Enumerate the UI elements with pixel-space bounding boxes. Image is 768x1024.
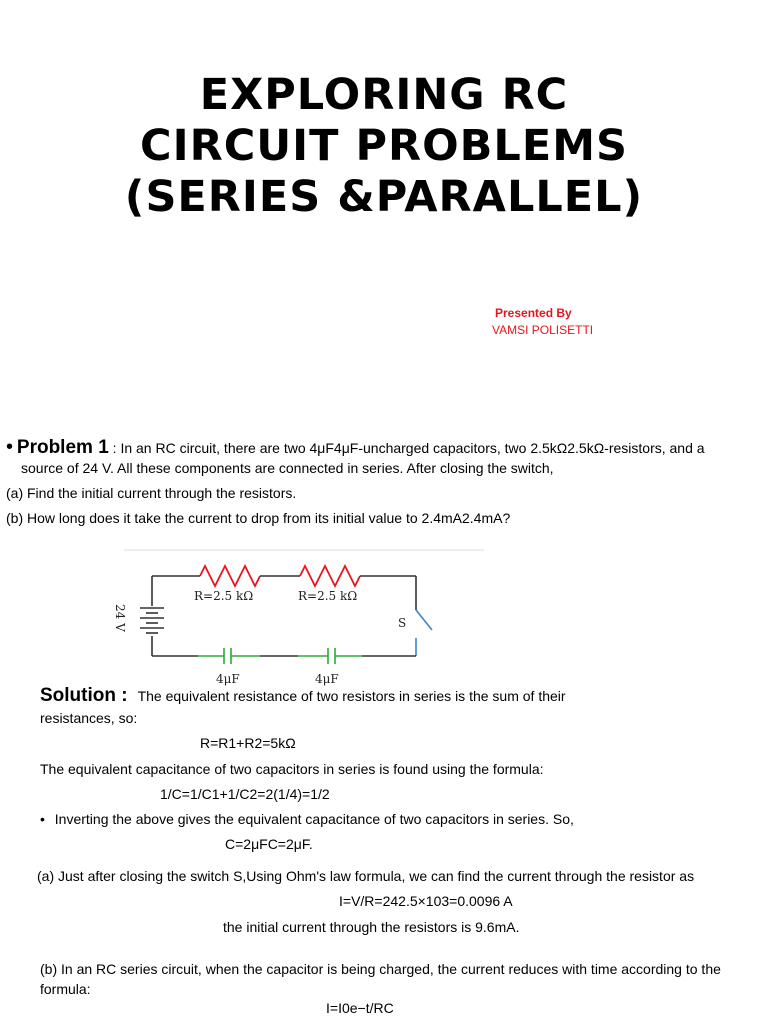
part-a-solution: (a) Just after closing the switch S,Using Ohm's law formula, we can find the current through the resistor as bbox=[37, 868, 695, 884]
resistor-1-label: R=2.5 kΩ bbox=[194, 589, 254, 603]
battery-label: 24 V bbox=[113, 604, 127, 632]
capacitance-intro: The equivalent capacitance of two capacitors in series is found using the formula: bbox=[40, 761, 544, 777]
presented-by-label: Presented By bbox=[495, 306, 572, 320]
initial-current-text: the initial current through the resistors is 9.6mA. bbox=[223, 919, 520, 935]
solution-heading: Solution : bbox=[40, 685, 128, 706]
invert-line bbox=[40, 811, 574, 827]
part-b-solution-line-1: (b) In an RC series circuit, when the capacitor is being charged, the current reduces with time according to the bbox=[40, 961, 721, 977]
title-line-3: (SERIES &PARALLEL) bbox=[124, 172, 644, 222]
part-b-solution-line-2: formula: bbox=[40, 981, 91, 997]
resistor-2 bbox=[300, 566, 360, 586]
resistor-1 bbox=[200, 566, 260, 586]
invert-text: Inverting the above gives the equivalent capacitance of two capacitors in series. So, bbox=[54, 811, 574, 827]
equation-capacitance-result: C=2μFC=2μF. bbox=[225, 836, 313, 852]
equation-capacitance: 1/C=1/C1+1/C2=2(1/4)=1/2 bbox=[160, 786, 330, 802]
problem-text-line-2: source of 24 V. All these components are connected in series. After closing the switch, bbox=[21, 460, 554, 476]
title-line-1: EXPLORING RC bbox=[199, 70, 569, 120]
problem-text-line-1: : In an RC circuit, there are two 4μF4μF-uncharged capacitors, two 2.5kΩ2.5kΩ-resistors, and a bbox=[108, 440, 705, 456]
capacitor-2 bbox=[328, 648, 335, 664]
equation-current-decay: I=I0e−t/RC bbox=[326, 1000, 394, 1016]
battery bbox=[140, 608, 164, 633]
equation-resistance: R=R1+R2=5kΩ bbox=[200, 735, 296, 751]
problem-part-a: (a) Find the initial current through the resistors. bbox=[6, 485, 297, 501]
solution-intro-line-1: The equivalent resistance of two resistors in series is the sum of their bbox=[137, 688, 566, 704]
solution-intro-line-2: resistances, so: bbox=[40, 710, 138, 726]
bullet: • bbox=[40, 811, 45, 827]
switch-label: S bbox=[398, 616, 407, 630]
capacitor-2-label: 4μF bbox=[315, 672, 339, 686]
capacitor-1 bbox=[224, 648, 231, 664]
equation-current: I=V/R=242.5×103=0.0096 A bbox=[339, 893, 513, 909]
switch bbox=[416, 610, 432, 630]
problem-part-b: (b) How long does it take the current to drop from its initial value to 2.4mA2.4mA? bbox=[6, 510, 511, 526]
resistor-2-label: R=2.5 kΩ bbox=[298, 589, 358, 603]
bullet: • bbox=[6, 436, 14, 458]
capacitor-1-label: 4μF bbox=[216, 672, 240, 686]
slide-title bbox=[0, 70, 768, 223]
rc-circuit-diagram bbox=[100, 548, 490, 688]
title-line-2: CIRCUIT PROBLEMS bbox=[140, 121, 628, 171]
solution-heading-line bbox=[40, 685, 566, 707]
presenter-name: VAMSI POLISETTI bbox=[492, 323, 594, 337]
problem-statement bbox=[6, 436, 705, 459]
problem-heading: Problem 1 bbox=[16, 437, 109, 458]
